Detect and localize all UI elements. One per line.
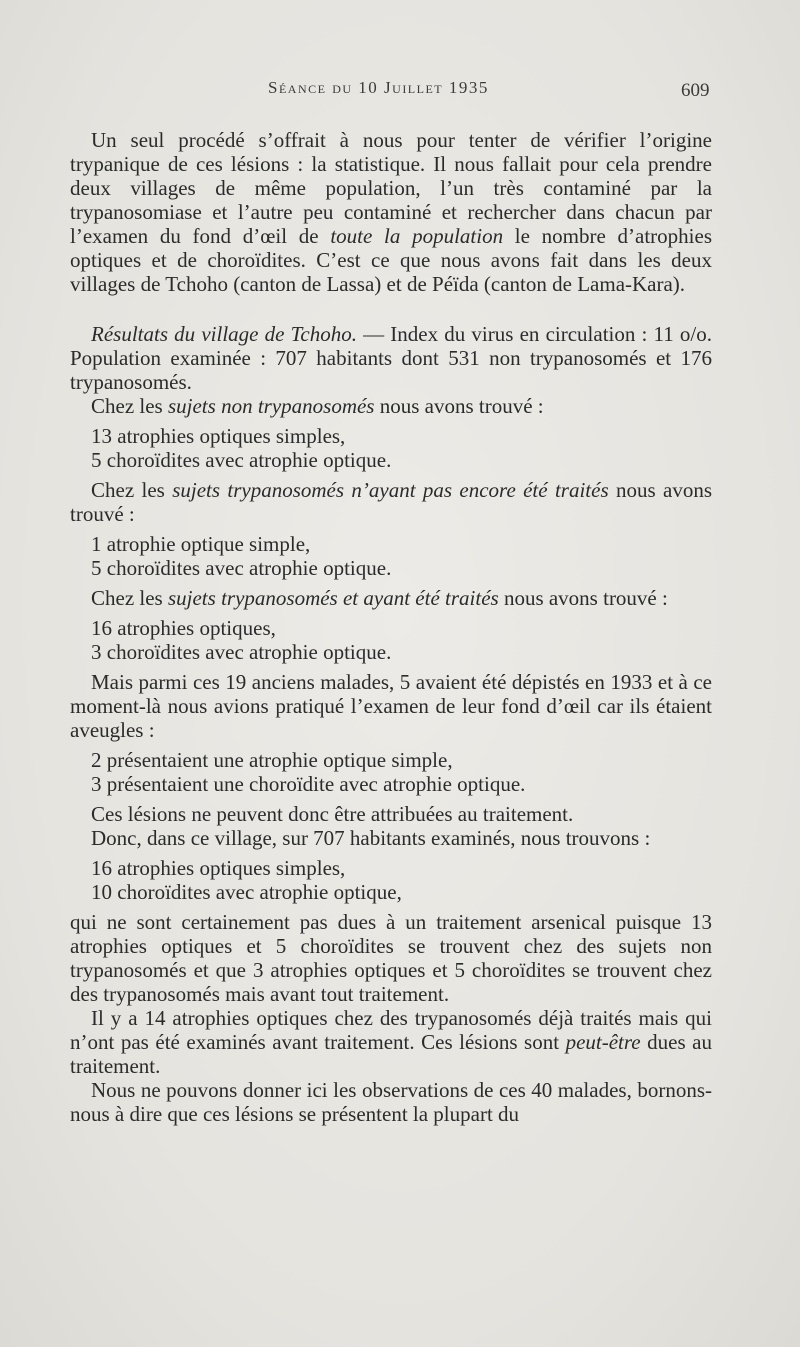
paragraph-non-trypanosomes: Chez les sujets non trypanosomés nous avons trouvé : xyxy=(91,394,544,418)
paragraph-results-heading: Résultats du village de Tchoho. — Index du virus en circulation : 11 o/o. Population examinée : 707 habitants dont 531 non trypanosomés et 176 trypanosomés. xyxy=(70,322,712,394)
list-item: 13 atrophies optiques simples, xyxy=(91,424,346,448)
paragraph-1: Un seul procédé s’offrait à nous pour tenter de vérifier l’origine trypanique de ces lésions : la statistique. Il nous fallait pour cela prendre deux villages de même population, l’un très contaminé par la trypanosomiase et l’autre peu contaminé et rechercher dans chacun par l’examen du fond d’œil de toute la population le nombre d’atrophies optiques et de choroïdites. C’est ce que nous avons fait dans les deux villages de Tchoho (canton de Lassa) et de Péïda (canton de Lama-Kara). xyxy=(70,128,712,296)
paragraph-untreated: Chez les sujets trypanosomés n’ayant pas encore été traités nous avons trouvé : xyxy=(70,478,712,526)
page-number: 609 xyxy=(681,80,710,101)
list-totals xyxy=(91,856,712,904)
body-text xyxy=(70,128,712,1126)
list-item: 16 atrophies optiques, xyxy=(91,616,276,640)
list-item: 3 présentaient une choroïdite avec atrophie optique. xyxy=(91,772,526,796)
list-treated xyxy=(91,616,712,664)
list-item: 3 choroïdites avec atrophie optique. xyxy=(91,640,392,664)
list-item: 10 choroïdites avec atrophie optique, xyxy=(91,880,402,904)
list-item: 5 choroïdites avec atrophie optique. xyxy=(91,448,392,472)
list-non-trypanosomes xyxy=(91,424,712,472)
list-item: 2 présentaient une atrophie optique simple, xyxy=(91,748,453,772)
paragraph-conclusion-1: Ces lésions ne peuvent donc être attribuées au traitement. xyxy=(91,802,574,826)
paragraph-treated: Chez les sujets trypanosomés et ayant été traités nous avons trouvé : xyxy=(91,586,668,610)
list-item: 16 atrophies optiques simples, xyxy=(91,856,346,880)
running-head-title: Séance du 10 Juillet 1935 xyxy=(268,78,489,97)
list-item: 1 atrophie optique simple, xyxy=(91,532,311,556)
list-former-patients xyxy=(91,748,712,796)
section-title: Résultats du village de Tchoho. xyxy=(91,322,357,346)
list-untreated xyxy=(91,532,712,580)
paragraph-arsenical: qui ne sont certainement pas dues à un traitement arsenical puisque 13 atrophies optiques et 5 choroïdites se trouvent chez des sujets non trypanosomés et que 3 atrophies optiques et 5 choroïdites se trouvent chez des trypanosomés mais avant tout traitement. xyxy=(70,910,712,1006)
list-item: 5 choroïdites avec atrophie optique. xyxy=(91,556,392,580)
running-head xyxy=(0,78,800,102)
paragraph-conclusion-2: Donc, dans ce village, sur 707 habitants examinés, nous trouvons : xyxy=(91,826,651,850)
paragraph-treated-atrophies: Il y a 14 atrophies optiques chez des trypanosomés déjà traités mais qui n’ont pas été examinés avant traitement. Ces lésions sont peut-être dues au traitement. xyxy=(70,1006,712,1078)
paragraph-observations: Nous ne pouvons donner ici les observations de ces 40 malades, bornons-nous à dire que ces lésions se présentent la plupart du xyxy=(70,1078,712,1126)
paragraph-former-patients: Mais parmi ces 19 anciens malades, 5 avaient été dépistés en 1933 et à ce moment-là nous avions pratiqué l’examen de leur fond d’œil car ils étaient aveugles : xyxy=(70,670,712,742)
